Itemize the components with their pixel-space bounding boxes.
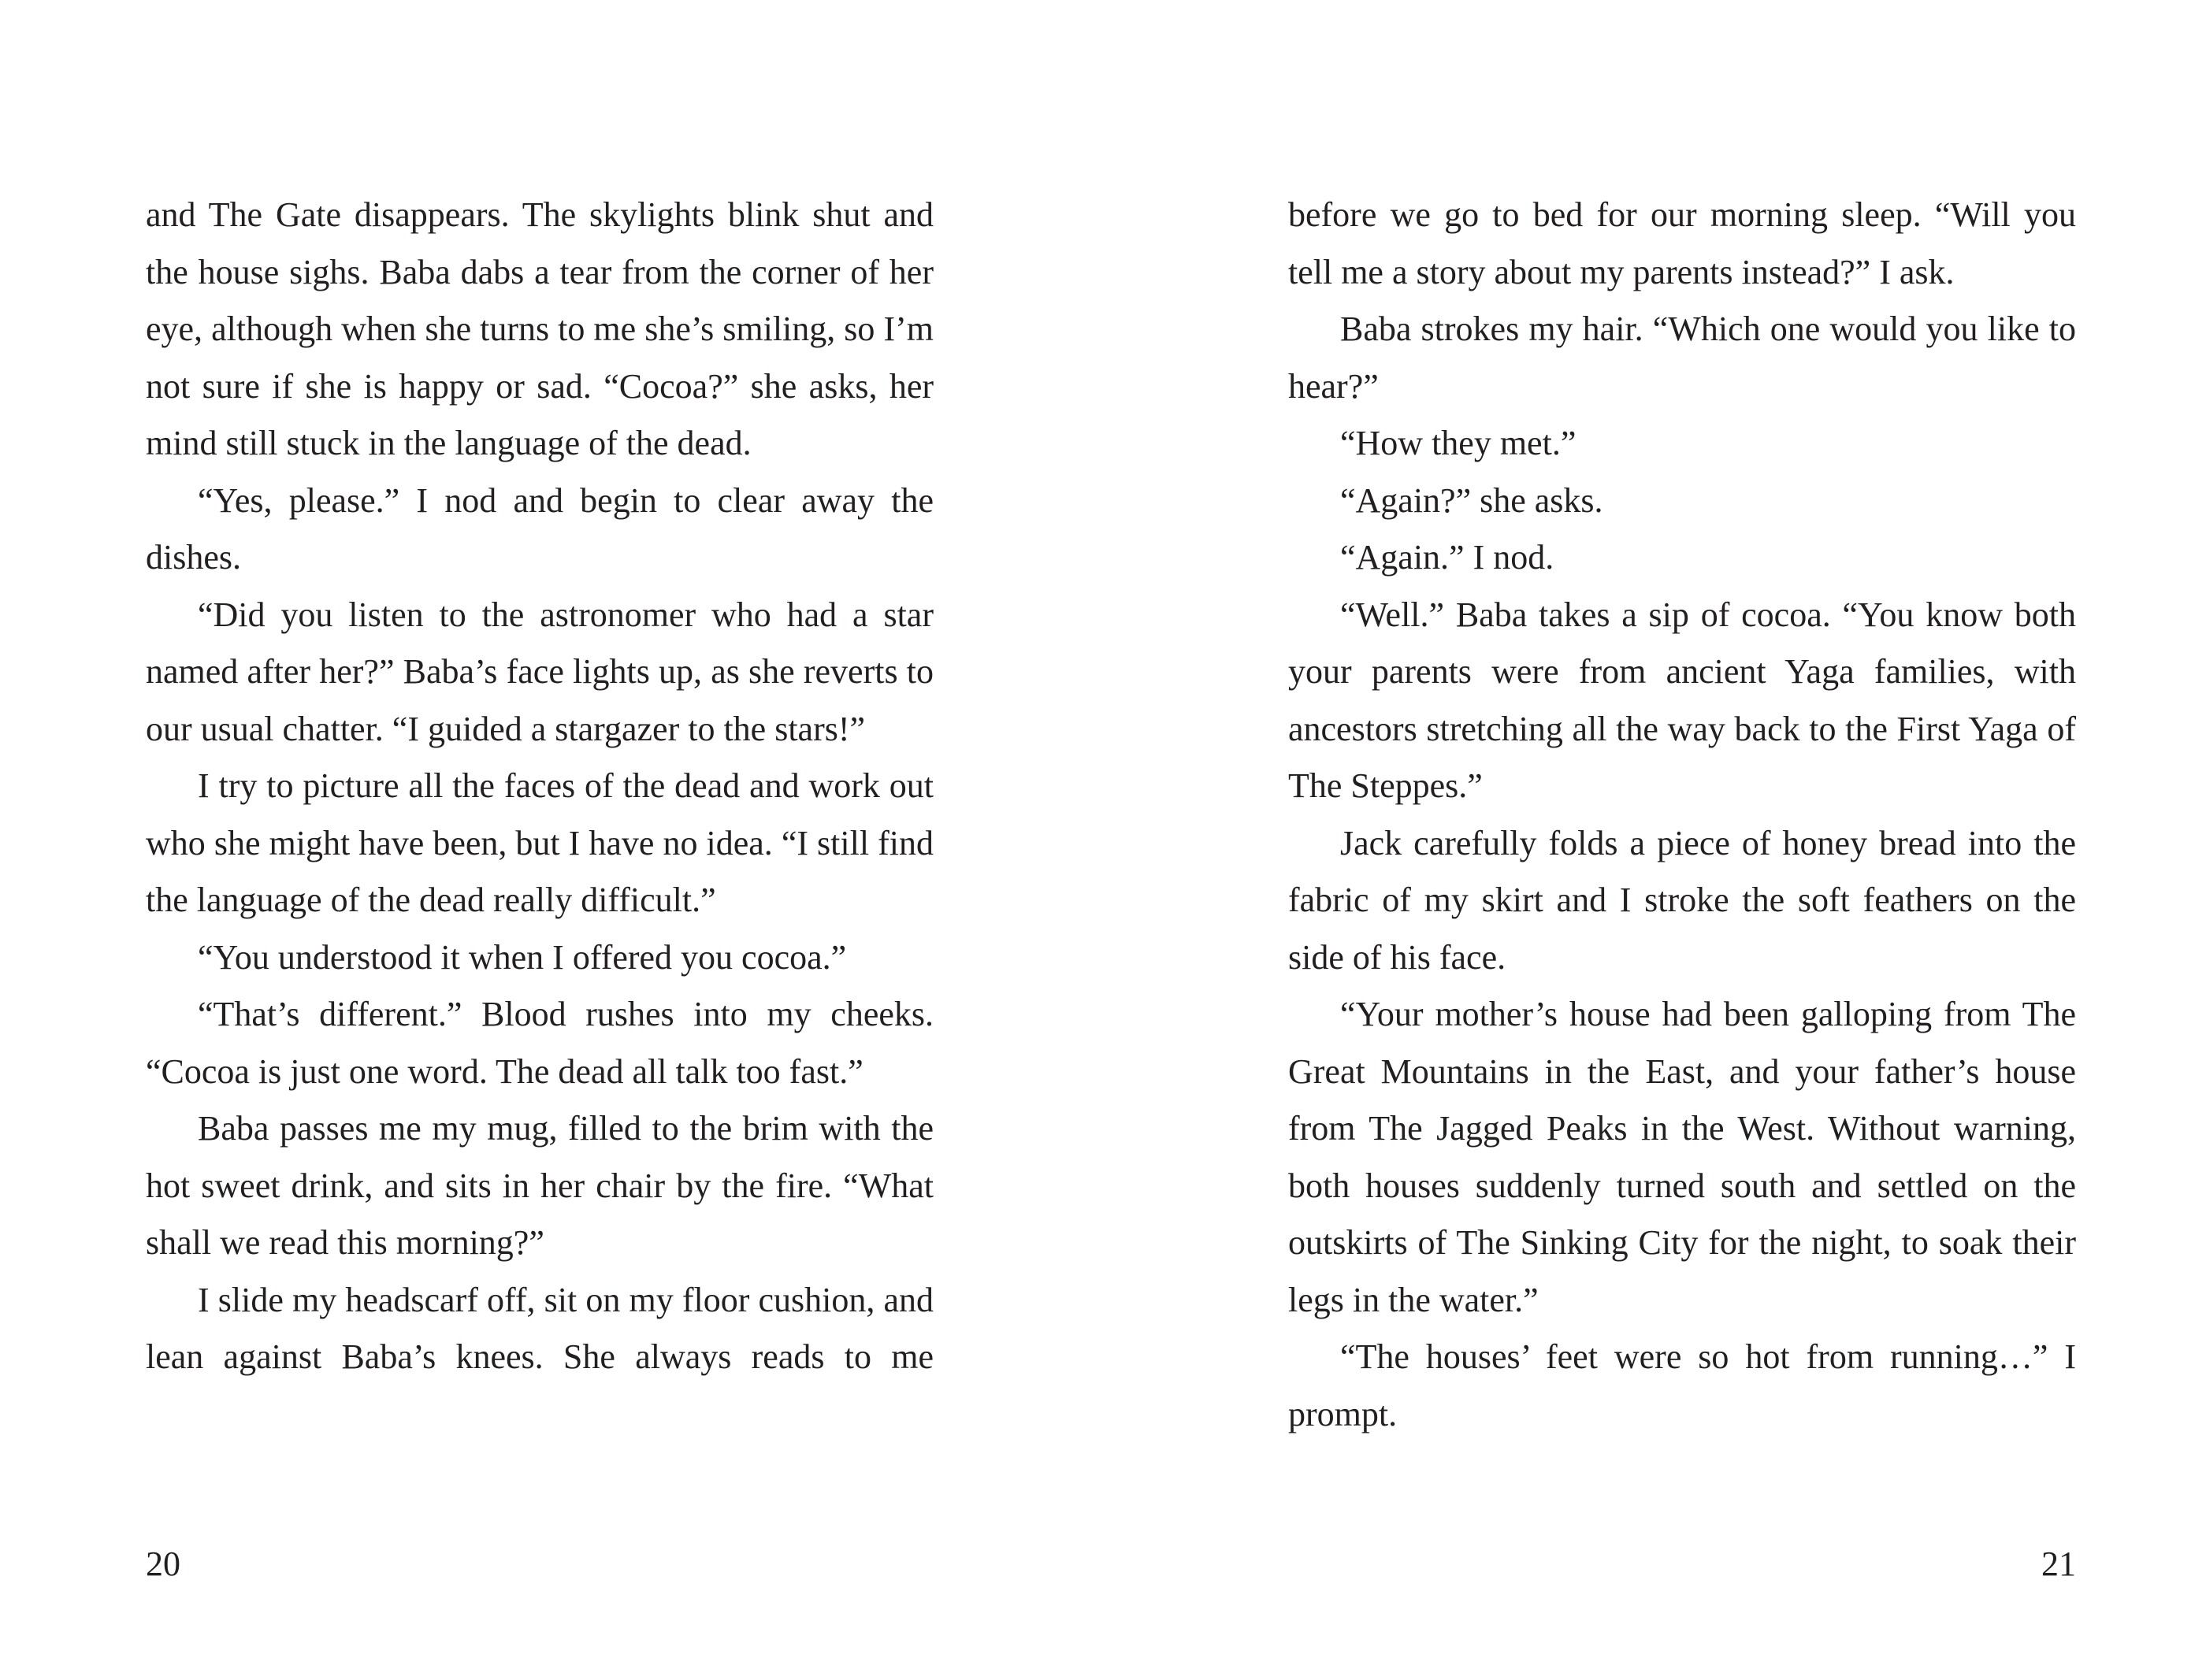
paragraph: “The houses’ feet were so hot from running…” I prompt. — [1288, 1337, 2076, 1433]
paragraph: “Again?” she asks. — [1340, 480, 1603, 520]
paragraph: before we go to bed for our morning sleep. “Will you tell me a story about my parents instead?” I ask. — [1288, 195, 2076, 291]
paragraph: “Again.” I nod. — [1340, 538, 1554, 577]
paragraph: “Yes, please.” I nod and begin to clear away the dishes. — [146, 480, 934, 577]
paragraph: Jack carefully folds a piece of honey bread into the fabric of my skirt and I stroke the soft feathers on the side of his face. — [1288, 823, 2076, 977]
right-page-text — [1288, 187, 2076, 1443]
page-number: 21 — [2041, 1545, 2076, 1583]
paragraph: I slide my headscarf off, sit on my floor cushion, and lean against Baba’s knees. She always reads to me — [146, 1280, 934, 1376]
paragraph: I try to picture all the faces of the dead and work out who she might have been, but I have no idea. “I still find the language of the dead really difficult.” — [146, 766, 934, 919]
paragraph: “Your mother’s house had been galloping from The Great Mountains in the East, and your father’s house from The Jagged Peaks in the West. Without warning, both houses suddenly turned south and settled on the outskirts of The Sinking City for the night, to soak their legs in the water.” — [1288, 995, 2076, 1319]
paragraph: “That’s different.” Blood rushes into my cheeks. “Cocoa is just one word. The dead all talk too fast.” — [146, 995, 934, 1091]
right-page — [1103, 0, 2206, 1680]
paragraph: Baba passes me my mug, filled to the brim with the hot sweet drink, and sits in her chair by the fire. “What shall we read this morning?” — [146, 1109, 934, 1262]
paragraph: “Well.” Baba takes a sip of cocoa. “You know both your parents were from ancient Yaga families, with ancestors stretching all the way back to the First Yaga of The Steppes.” — [1288, 595, 2076, 805]
page-number: 20 — [146, 1545, 180, 1583]
left-page-text — [146, 187, 934, 1386]
paragraph: Baba strokes my hair. “Which one would you like to hear?” — [1288, 310, 2076, 406]
paragraph: “Did you listen to the astronomer who had a star named after her?” Baba’s face lights up, as she reverts to our usual chatter. “I guided a stargazer to the stars!” — [146, 595, 934, 748]
paragraph: “How they met.” — [1340, 424, 1577, 462]
paragraph: “You understood it when I offered you cocoa.” — [198, 937, 847, 977]
paragraph: and The Gate disappears. The skylights blink shut and the house sighs. Baba dabs a tear from the corner of her eye, although when she turns to me she’s smiling, so I’m not sure if she is happy or sad. “Cocoa?” she asks, her mind still stuck in the language of the dead. — [146, 195, 934, 462]
